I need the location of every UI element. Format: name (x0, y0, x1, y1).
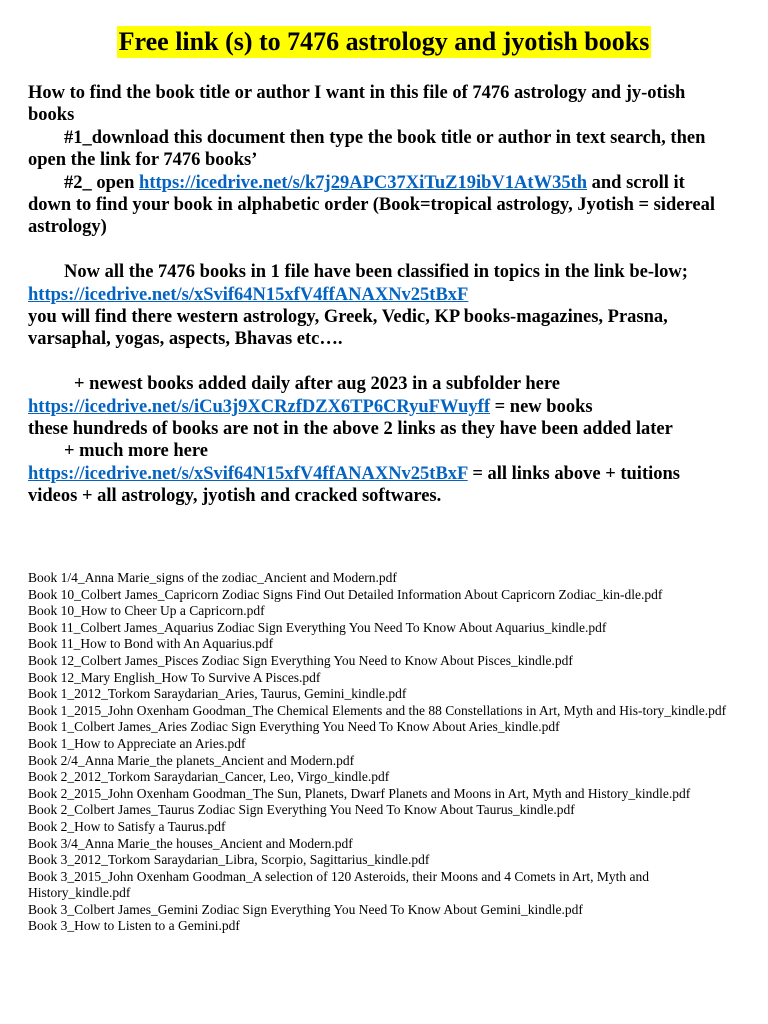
spacer (28, 351, 728, 373)
page-title: Free link (s) to 7476 astrology and jyotish books (118, 27, 650, 56)
intro-how-to-find: How to find the book title or author I want in this file of 7476 astrology and jy-otish books (28, 83, 686, 126)
list-item: Book 1_How to Appreciate an Aries.pdf (28, 735, 246, 751)
intro-topics-desc: you will find there western astrology, Greek, Vedic, KP books-magazines, Prasna, varsaphal, yogas, aspects, Bhavas etc…. (28, 307, 668, 350)
list-item: Book 2_How to Satisfy a Taurus.pdf (28, 818, 226, 834)
intro-much-more: + much more here (64, 441, 208, 462)
list-item: Book 3_2015_John Oxenham Goodman_A selection of 120 Asteroids, their Moons and 4 Comets in Art, Myth and History_kindle.pdf (28, 868, 649, 901)
intro-section (28, 82, 728, 508)
intro-step-1: #1_download this document then type the book title or author in text search, then open the link for 7476 books’ (28, 127, 706, 171)
all-links-line (28, 463, 728, 508)
step-2-suffix: and scroll it down to find your book in alphabetic order (Book=tropical astrology, Jyotish = sidereal astrology) (28, 172, 715, 238)
list-item: Book 2_2015_John Oxenham Goodman_The Sun, Planets, Dwarf Planets and Moons in Art, Myth and History_kindle.pdf (28, 785, 691, 801)
list-item: Book 11_How to Bond with An Aquarius.pdf (28, 636, 274, 652)
list-item: Book 1_2015_John Oxenham Goodman_The Chemical Elements and the 88 Constellations in Art, Myth and His-tory_kindle.pdf (28, 702, 727, 718)
intro-step-2 (28, 172, 728, 239)
step-2-prefix: #2_ open (64, 172, 140, 193)
link-topics[interactable]: https://icedrive.net/s/xSvif64N15xfV4ffANAXNv25tBxF (28, 284, 469, 305)
list-item: Book 12_Mary English_How To Survive A Pisces.pdf (28, 669, 321, 685)
all-links-suffix: = all links above + tuitions videos + all astrology, jyotish and cracked softwares. (28, 463, 680, 507)
link-new-books[interactable]: https://icedrive.net/s/iCu3j9XCRzfDZX6TP6CRyuFWuyff (28, 396, 491, 417)
list-item: Book 3_2012_Torkom Saraydarian_Libra, Scorpio, Sagittarius_kindle.pdf (28, 852, 430, 868)
list-item: Book 10_How to Cheer Up a Capricorn.pdf (28, 603, 265, 619)
intro-newest-desc: these hundreds of books are not in the above 2 links as they have been added later (28, 419, 673, 440)
topics-link-line (28, 284, 728, 306)
list-item: Book 1_Colbert James_Aries Zodiac Sign Everything You Need To Know About Aries_kindle.pdf (28, 719, 560, 735)
list-item: Book 3/4_Anna Marie_the houses_Ancient and Modern.pdf (28, 835, 353, 851)
link-all[interactable]: https://icedrive.net/s/xSvif64N15xfV4ffANAXNv25tBxF (28, 463, 468, 484)
intro-newest: + newest books added daily after aug 2023 in a subfolder here (74, 374, 560, 395)
book-list (28, 570, 740, 935)
list-item: Book 12_Colbert James_Pisces Zodiac Sign Everything You Need to Know About Pisces_kindle.pdf (28, 652, 573, 668)
link-alphabetic-list[interactable]: https://icedrive.net/s/k7j29APC37XiTuZ19ibV1AtW35th (139, 172, 588, 193)
new-books-suffix: = new books (490, 396, 593, 417)
newest-link-line (28, 396, 728, 418)
list-item: Book 11_Colbert James_Aquarius Zodiac Sign Everything You Need To Know About Aquarius_kindle.pdf (28, 619, 607, 635)
list-item: Book 3_Colbert James_Gemini Zodiac Sign Everything You Need To Know About Gemini_kindle.pdf (28, 901, 583, 917)
list-item: Book 2_2012_Torkom Saraydarian_Cancer, Leo, Virgo_kindle.pdf (28, 769, 390, 785)
list-item: Book 2_Colbert James_Taurus Zodiac Sign Everything You Need To Know About Taurus_kindle.pdf (28, 802, 575, 818)
list-item: Book 1_2012_Torkom Saraydarian_Aries, Taurus, Gemini_kindle.pdf (28, 686, 407, 702)
list-item: Book 10_Colbert James_Capricorn Zodiac Signs Find Out Detailed Information About Capricorn Zodiac_kin-dle.pdf (28, 586, 663, 602)
spacer (28, 239, 728, 261)
title-container (0, 26, 768, 58)
list-item: Book 2/4_Anna Marie_the planets_Ancient and Modern.pdf (28, 752, 355, 768)
list-item: Book 1/4_Anna Marie_signs of the zodiac_Ancient and Modern.pdf (28, 570, 397, 585)
list-item: Book 3_How to Listen to a Gemini.pdf (28, 918, 240, 934)
intro-topics: Now all the 7476 books in 1 file have been classified in topics in the link be-low; (64, 262, 688, 283)
